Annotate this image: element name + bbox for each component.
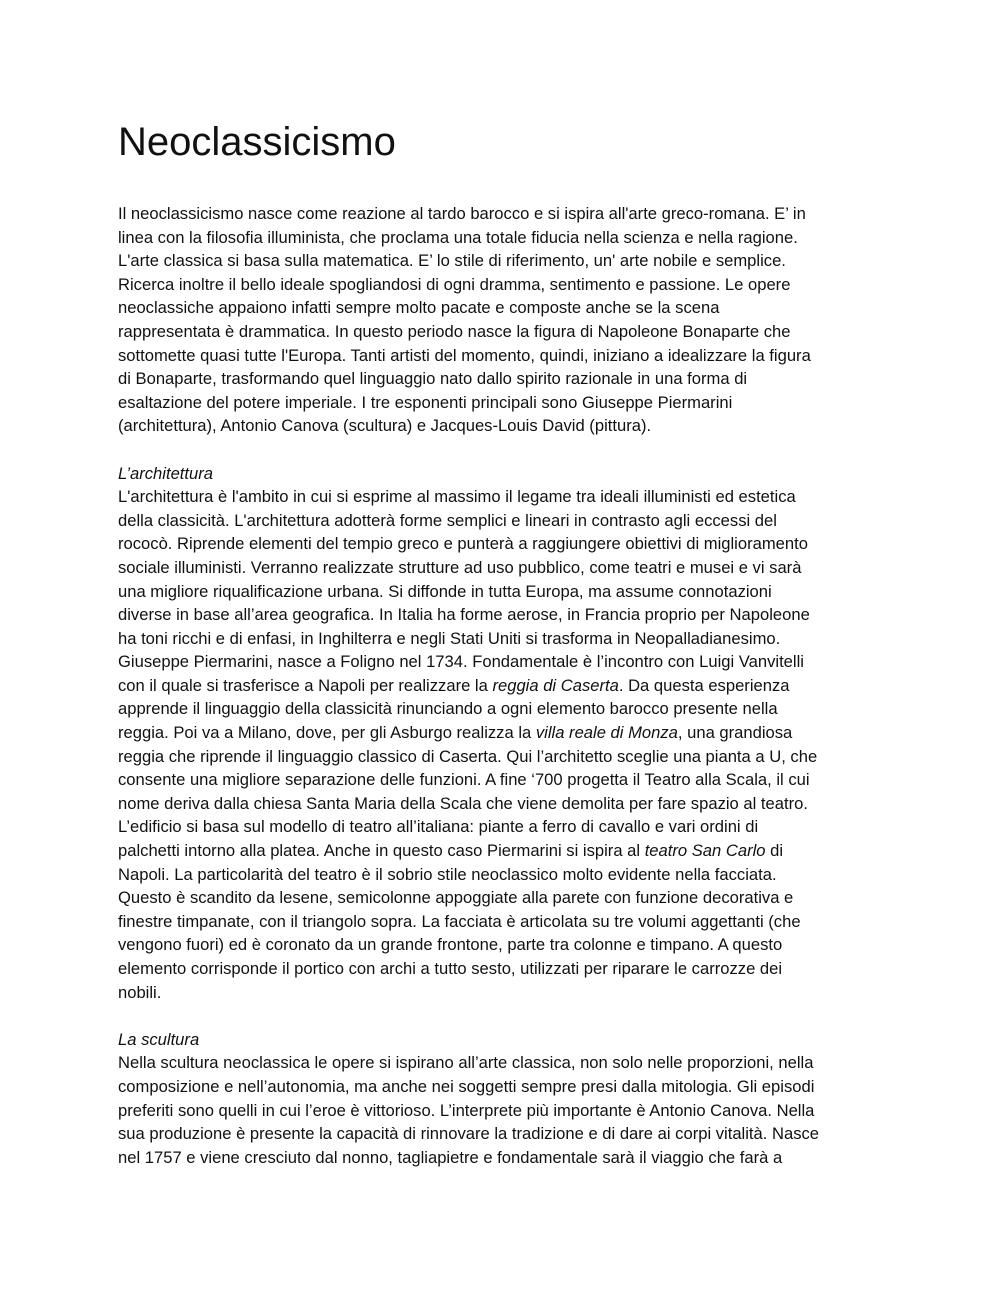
text-line: Il neoclassicismo nasce come reazione al tardo barocco e si ispira all'arte greco-romana. E’ in (118, 204, 806, 223)
text-line: sua produzione è presente la capacità di rinnovare la tradizione e di dare ai corpi vitalità. Nasce (118, 1124, 820, 1144)
text-line: di Bonaparte, trasformando quel linguaggio nato dallo spirito razionale in una forma di (118, 369, 748, 389)
artwork-title-teatro-san-carlo: teatro San Carlo (644, 841, 766, 861)
text-line: neoclassiche appaiono infatti sempre molto pacate e composte anche se la scena (118, 298, 720, 318)
text-line: esaltazione del potere imperiale. I tre esponenti principali sono Giuseppe Piermarini (118, 392, 733, 412)
text-line: rococò. Riprende elementi del tempio greco e punterà a raggiungere obiettivi di miglioramento (118, 534, 808, 554)
text-line: rappresentata è drammatica. In questo periodo nasce la figura di Napoleone Bonaparte che (118, 321, 791, 341)
section-heading-scultura: La scultura (118, 1029, 200, 1049)
text-line: Napoli. La particolarità del teatro è il sobrio stile neoclassico molto evidente nella facciata. (118, 864, 777, 884)
text-line: preferiti sono quelli in cui l’eroe è vittorioso. L’interprete più importante è Antonio Canova. Nella (118, 1100, 815, 1120)
text-line: vengono fuori) ed è coronato da un grande frontone, parte tra colonne e timpano. A questo (118, 935, 783, 955)
text-line: reggia che riprende il linguaggio classico di Caserta. Qui l’architetto sceglie una pianta a U, che (118, 746, 818, 766)
text-line: diverse in base all’area geografica. In Italia ha forme aerose, in Francia proprio per Napoleone (118, 605, 810, 625)
text-line: ha toni ricchi e di enfasi, in Inghilterra e negli Stati Uniti si trasforma in Neopalladianesimo. (118, 628, 781, 648)
text-line: una migliore riqualificazione urbana. Si diffonde in tutta Europa, ma assume connotazioni (118, 581, 772, 601)
text-line: Giuseppe Piermarini, nasce a Foligno nel 1734. Fondamentale è l’incontro con Luigi Vanvitelli (118, 652, 804, 672)
section-heading-architettura: L’architettura (118, 463, 214, 483)
text-line: L'architettura è l'ambito in cui si esprime al massimo il legame tra ideali illuministi ed estetica (118, 487, 796, 507)
document-title: Neoclassicismo (118, 120, 396, 164)
intro-paragraph (118, 202, 884, 438)
text-line: nome deriva dalla chiesa Santa Maria della Scala che viene demolita per fare spazio al teatro. (118, 793, 808, 813)
text-run: , una grandiosa (677, 723, 793, 743)
text-line (118, 721, 884, 745)
text-line: consente una migliore separazione delle funzioni. A fine ‘700 progetta il Teatro alla Scala, il cui (118, 770, 810, 790)
text-line: nobili. (118, 982, 162, 1002)
text-run: con il quale si trasferisce a Napoli per realizzare la (118, 675, 493, 695)
text-line: composizione e nell’autonomia, ma anche nei soggetti sempre presi dalla mitologia. Gli episodi (118, 1076, 815, 1096)
text-line: (architettura), Antonio Canova (scultura) e Jacques-Louis David (pittura). (118, 416, 652, 436)
text-line: L'arte classica si basa sulla matematica. E’ lo stile di riferimento, un' arte nobile e semplice. (118, 251, 786, 271)
text-line: sociale illuministi. Verranno realizzate strutture ad uso pubblico, come teatri e musei e vi sarà (118, 557, 802, 577)
text-line: elemento corrisponde il portico con archi a tutto sesto, utilizzati per riparare le carrozze dei (118, 959, 783, 978)
text-line: Questo è scandito da lesene, semicolonne appoggiate alla parete con funzione decorativa e (118, 888, 794, 908)
text-line: finestre timpanate, con il triangolo sopra. La facciata è articolata su tre volumi aggettanti (che (118, 911, 801, 931)
text-run: . Da questa esperienza (618, 675, 790, 695)
text-run: palchetti intorno alla platea. Anche in questo caso Piermarini si ispira al (118, 841, 645, 861)
text-line (118, 674, 884, 698)
scultura-paragraph (118, 1051, 884, 1169)
text-line: della classicità. L'architettura adotterà forme semplici e lineari in contrasto agli eccessi del (118, 510, 777, 530)
text-line: apprende il linguaggio della classicità rinunciando a ogni elemento barocco presente nella (118, 699, 778, 719)
text-line: nel 1757 e viene cresciuto dal nonno, tagliapietre e fondamentale sarà il viaggio che farà a (118, 1147, 783, 1167)
text-run: di (765, 841, 784, 861)
paragraph-spacer (118, 438, 884, 462)
text-line: sottomette quasi tutte l'Europa. Tanti artisti del momento, quindi, iniziano a idealizzare la figura (118, 345, 811, 365)
text-line: Nella scultura neoclassica le opere si ispirano all’arte classica, non solo nelle proporzioni, nella (118, 1053, 814, 1073)
text-line (118, 839, 884, 863)
artwork-title-villa-reale: villa reale di Monza (535, 723, 678, 743)
architettura-paragraph (118, 485, 884, 1004)
document-page (118, 112, 884, 1169)
paragraph-spacer (118, 1004, 884, 1028)
text-run: reggia. Poi va a Milano, dove, per gli Asburgo realizza la (118, 723, 536, 743)
text-line: Ricerca inoltre il bello ideale spogliandosi di ogni dramma, sentimento e passione. Le opere (118, 274, 791, 294)
text-line: linea con la filosofia illuminista, che proclama una totale fiducia nella scienza e nella ragione. (118, 227, 798, 247)
artwork-title-reggia-caserta: reggia di Caserta (492, 675, 619, 695)
text-line: L’edificio si basa sul modello di teatro all’italiana: piante a ferro di cavallo e vari ordini di (118, 817, 759, 837)
